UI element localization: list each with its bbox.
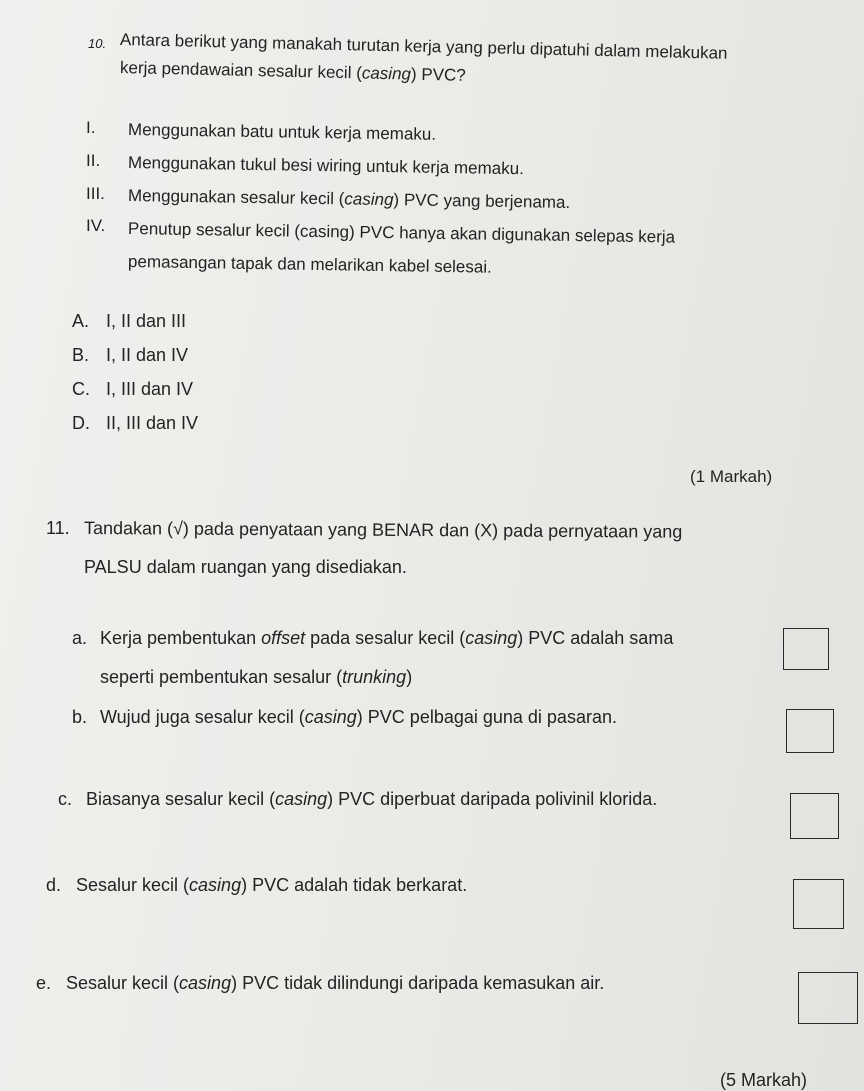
question-10-text-line2: [120, 58, 466, 86]
question-10-text-part: kerja pendawaian sesalur kecil (: [119, 58, 363, 83]
statement-italic-term: casing: [275, 789, 328, 809]
item-text-part: Menggunakan sesalur kecil (: [127, 186, 345, 209]
item-text-3: [128, 186, 571, 213]
statement-text-part: Kerja pembentukan: [100, 628, 262, 648]
statement-italic-term: casing: [304, 707, 357, 727]
statement-italic-term: casing: [465, 628, 518, 648]
question-10-text-line1: Antara berikut yang manakah turutan kerja yang perlu dipatuhi dalam melakukan: [119, 30, 728, 63]
statement-b-text: [100, 707, 617, 728]
question-10-number: 10.: [88, 36, 107, 51]
statement-a-line1: [100, 628, 673, 649]
statement-italic-term: casing: [189, 875, 242, 895]
item-text-4-line2: pemasangan tapak dan melarikan kabel selesai.: [127, 252, 492, 277]
option-a-letter: A.: [72, 311, 90, 331]
question-10-text-part: ) PVC?: [410, 64, 466, 85]
answer-box-e[interactable]: [798, 972, 858, 1024]
statement-text-part: ) PVC adalah sama: [517, 628, 674, 648]
item-text-part: ) PVC yang berjenama.: [393, 190, 571, 212]
option-b-letter: B.: [72, 345, 90, 365]
statement-italic-term: casing: [179, 973, 232, 993]
answer-box-c[interactable]: [790, 793, 839, 839]
statement-e-letter: e.: [36, 973, 52, 993]
statement-text-part: ): [406, 667, 413, 687]
question-11-instruction-line2: PALSU dalam ruangan yang disediakan.: [84, 557, 407, 577]
statement-text-part: ) PVC diperbuat daripada polivinil klorida.: [327, 789, 658, 809]
statement-d-text: [76, 875, 467, 896]
option-a-text: I, II dan III: [106, 311, 187, 331]
statement-text-part: ) PVC adalah tidak berkarat.: [241, 875, 468, 895]
statement-c-letter: c.: [58, 789, 73, 809]
statement-text-part: Sesalur kecil (: [76, 875, 190, 895]
item-italic-term: casing: [344, 189, 394, 210]
answer-box-d[interactable]: [793, 879, 844, 929]
item-text-1: Menggunakan batu untuk kerja memaku.: [127, 120, 437, 144]
question-11-marks: (5 Markah): [720, 1070, 808, 1090]
option-b-text: I, II dan IV: [106, 345, 189, 365]
option-c-text: I, III dan IV: [106, 379, 194, 399]
statement-text-part: ) PVC pelbagai guna di pasaran.: [356, 707, 617, 727]
statement-a-letter: a.: [72, 628, 88, 648]
statement-text-part: Sesalur kecil (: [66, 973, 180, 993]
statement-text-part: Wujud juga sesalur kecil (: [100, 707, 305, 727]
statement-a-line2: [100, 667, 412, 688]
option-d-letter: D.: [72, 413, 90, 433]
item-numeral-4: IV.: [86, 216, 106, 235]
statement-b-letter: b.: [72, 707, 88, 727]
item-text-4-line1: Penutup sesalur kecil (casing) PVC hanya akan digunakan selepas kerja: [127, 219, 676, 247]
option-c-letter: C.: [72, 379, 90, 399]
question-10-marks: (1 Markah): [690, 467, 773, 486]
item-numeral-2: II.: [86, 151, 101, 170]
question-11-instruction-line1: Tandakan (√) pada penyataan yang BENAR dan (X) pada pernyataan yang: [83, 518, 683, 542]
question-10-italic-term: casing: [361, 63, 412, 84]
option-d-text: II, III dan IV: [106, 413, 199, 433]
answer-box-a[interactable]: [783, 628, 829, 670]
statement-d-letter: d.: [46, 875, 62, 895]
statement-text-part: seperti pembentukan sesalur (: [100, 667, 343, 687]
statement-text-part: Biasanya sesalur kecil (: [86, 789, 276, 809]
statement-c-text: [86, 789, 657, 810]
statement-italic-term: trunking: [342, 667, 407, 687]
statement-e-text: [66, 973, 604, 994]
statement-italic-term: offset: [261, 628, 306, 648]
item-numeral-3: III.: [86, 184, 105, 203]
statement-text-part: pada sesalur kecil (: [305, 628, 466, 648]
statement-text-part: ) PVC tidak dilindungi daripada kemasukan air.: [231, 973, 605, 993]
question-11-number: 11.: [46, 518, 70, 538]
answer-box-b[interactable]: [786, 709, 834, 753]
item-text-2: Menggunakan tukul besi wiring untuk kerja memaku.: [127, 153, 525, 179]
item-numeral-1: I.: [86, 118, 96, 137]
